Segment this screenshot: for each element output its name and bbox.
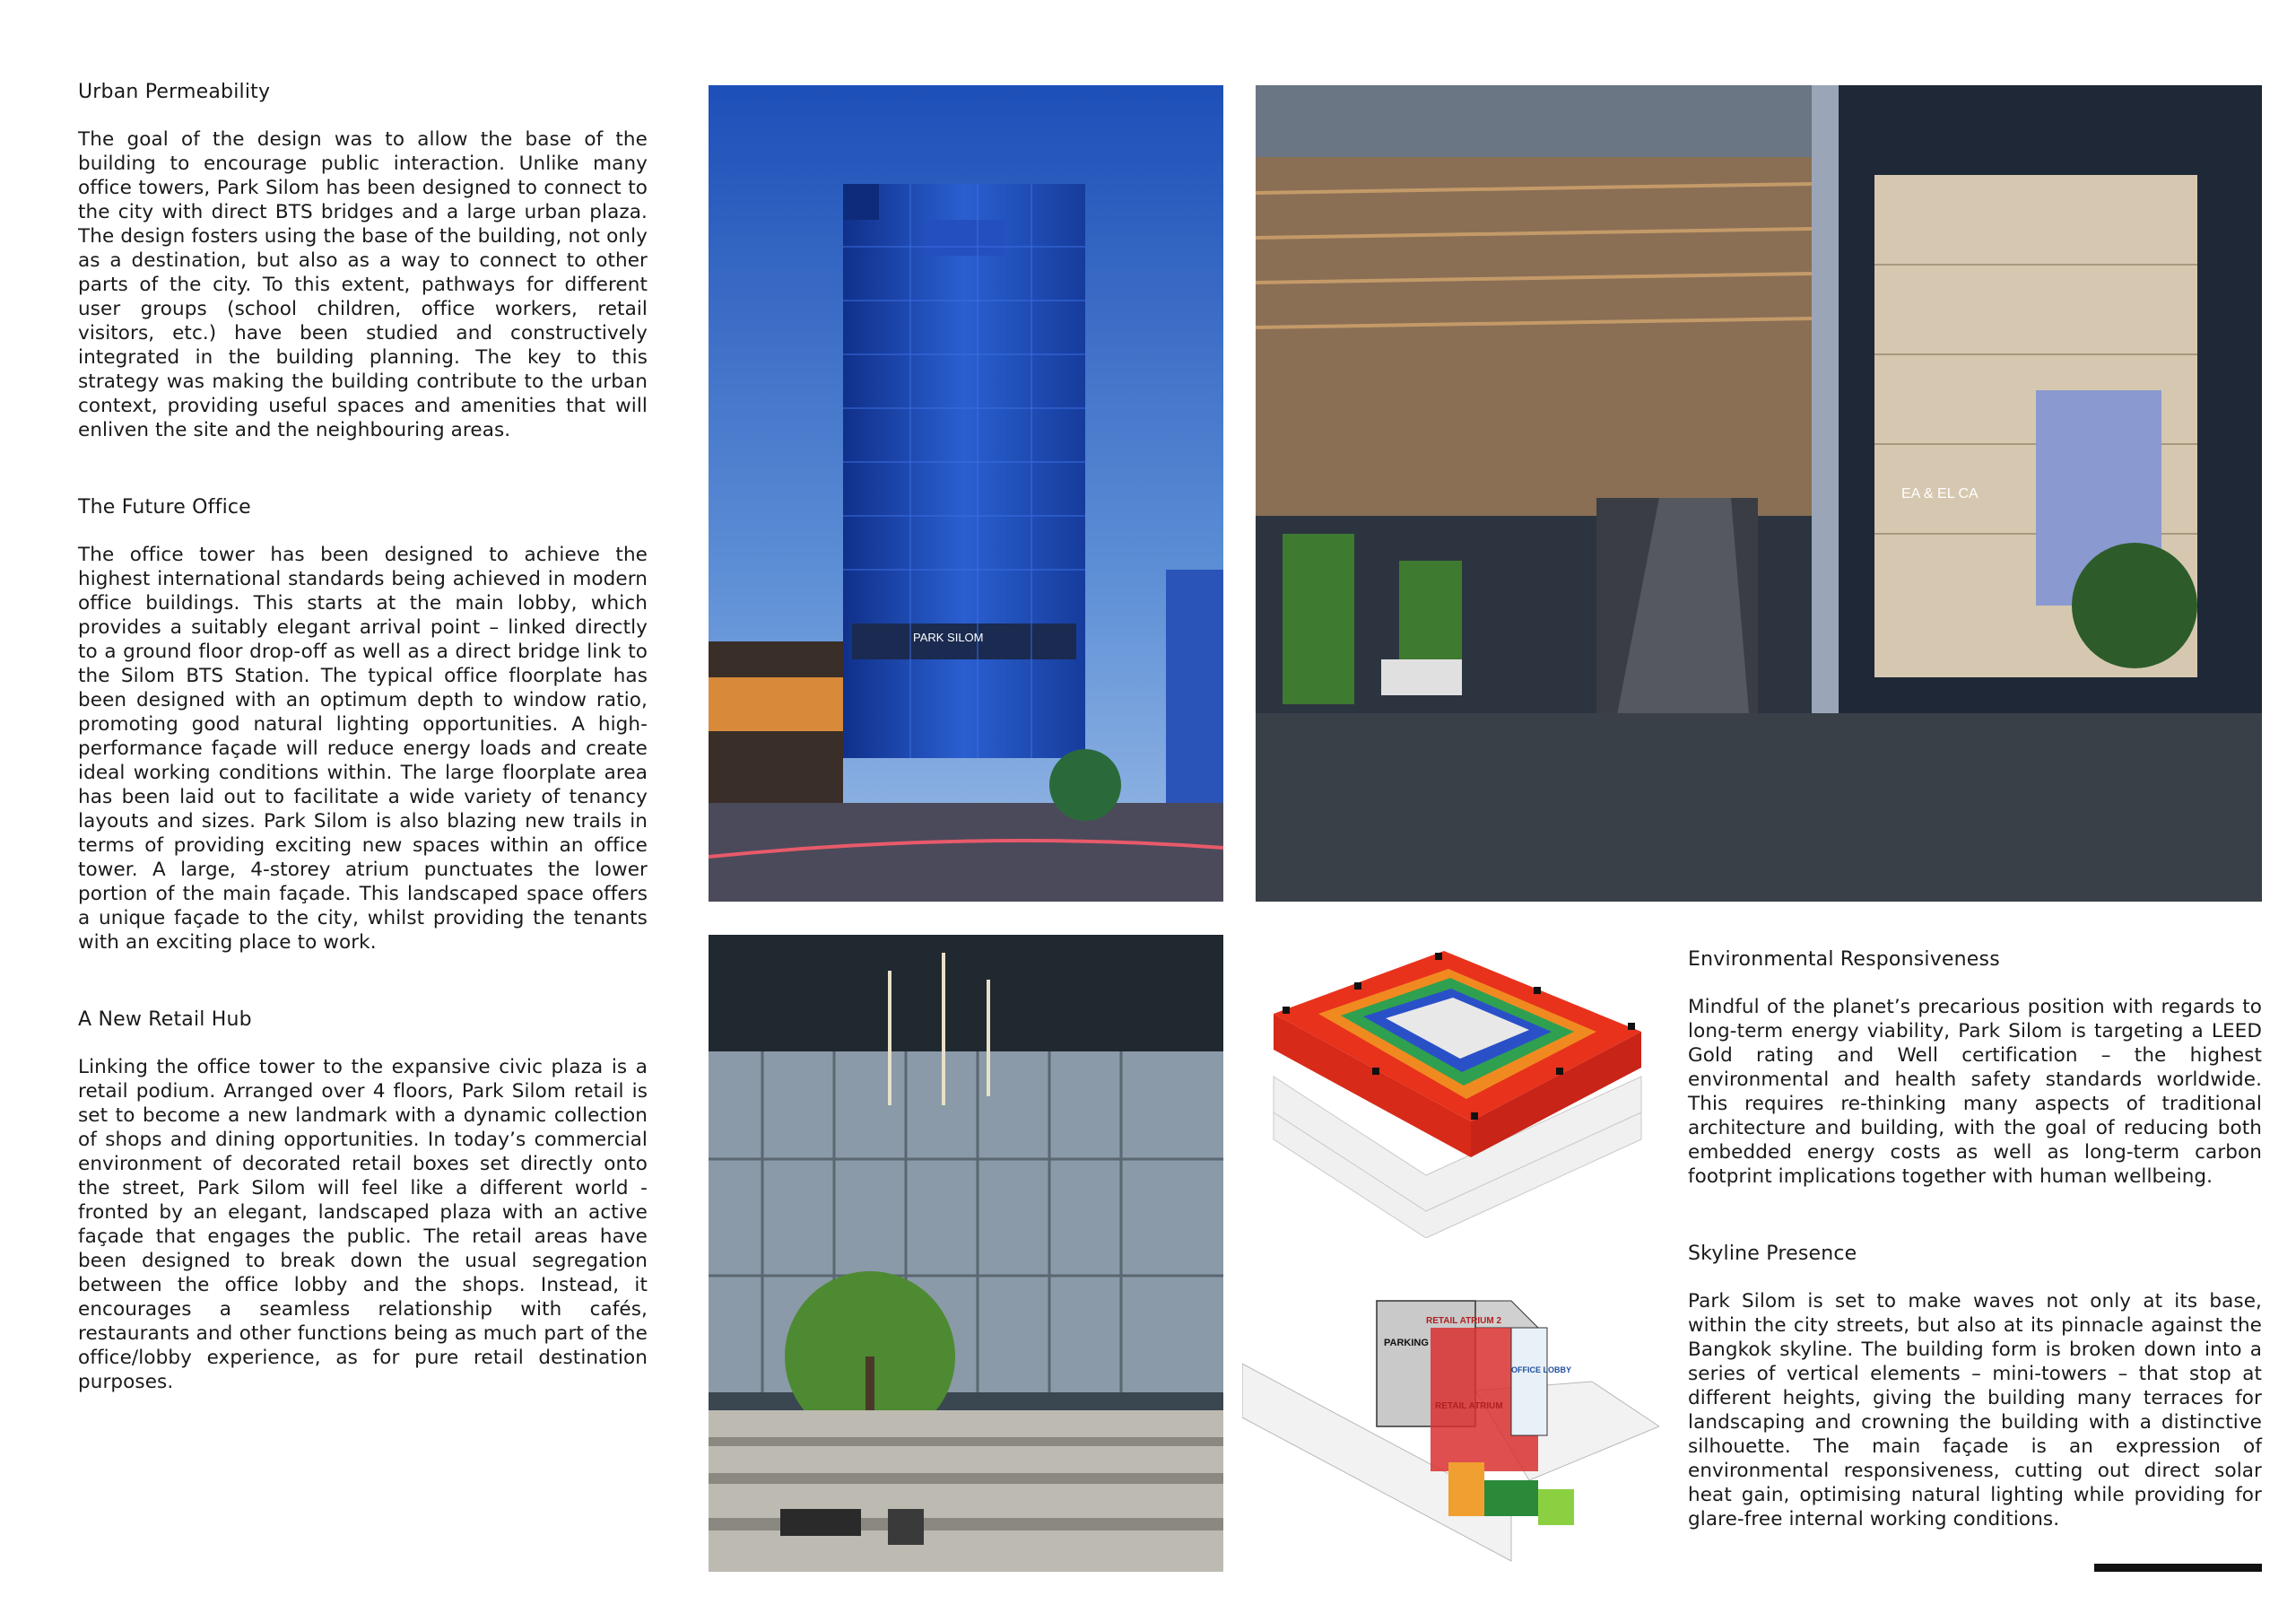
label-retail-atrium-2: RETAIL ATRIUM 2	[1426, 1316, 1502, 1326]
section-urban-permeability	[78, 79, 648, 442]
street-escalator-image	[1256, 85, 2262, 902]
label-office-lobby: OFFICE LOBBY	[1511, 1365, 1571, 1374]
atrium-interior-image	[709, 935, 1223, 1572]
section-title: A New Retail Hub	[78, 1008, 252, 1031]
end-rule	[2094, 1564, 2262, 1572]
label-retail-atrium: RETAIL ATRIUM	[1435, 1401, 1503, 1411]
section-body: Mindful of the planet’s precarious position with regards to long-term energy viability, Park Silom is targeting a LEED Gold rating and Well certification – the highest environmental and health safety standards worldwide. This requires re-thinking many aspects of traditional architecture and building, with the goal of reducing both embedded energy costs as well as long-term carbon footprint implications together with human wellbeing.	[1688, 996, 2262, 1188]
energy-heatmap-diagram	[1265, 933, 1659, 1238]
right-text-column	[1688, 946, 2262, 1583]
tower-sign: PARK SILOM	[913, 631, 984, 644]
section-body: Park Silom is set to make waves not only at its base, within the city streets, but also at its pinnacle against the Bangkok skyline. The building form is broken down into a series of vertical elements – mini-towers – that stop at different heights, giving the building many terraces for landscaping and crowning the building with a distinctive silhouette. The main façade is an expression of environmental responsiveness, cutting out direct solar heat gain, optimising natural lighting while providing for glare-free internal working conditions.	[1688, 1290, 2262, 1530]
section-title: Urban Permeability	[78, 81, 271, 103]
massing-diagram	[1242, 1274, 1659, 1565]
section-body: The goal of the design was to allow the base of the building to encourage public interaction. Unlike many office towers, Park Silom has been designed to connect to the city with direct BTS bridges and a large urban plaza. The design fosters using the base of the building, not only as a destination, but also as a way to connect to other parts of the city. To this extent, pathways for different user groups (school children, office workers, retail visitors, etc.) have been studied and constructively integrated in the building planning. The key to this strategy was making the building contribute to the urban context, providing useful spaces and amenities that will enliven the site and the neighbouring areas.	[78, 128, 648, 441]
section-body: Linking the office tower to the expansive civic plaza is a retail podium. Arranged over 4 floors, Park Silom retail is set to become a new landmark with a dynamic collection of shops and dining opportunities. In today’s commercial environment of decorated retail boxes set directly onto the street, Park Silom will feel like a different world - fronted by an elegant, landscaped plaza with an active façade that engages the public. The retail areas have been designed to break down the usual segregation between the office lobby and the shops. Instead, it encourages a seamless relationship with cafés, restaurants and other functions being as much part of the office/lobby experience, as for pure retail destination purposes.	[78, 1056, 648, 1393]
section-skyline-presence	[1688, 1241, 2262, 1531]
section-title: Environmental Responsiveness	[1688, 948, 2000, 971]
section-future-office	[78, 494, 648, 955]
section-retail-hub	[78, 1007, 648, 1394]
section-title: The Future Office	[78, 496, 251, 519]
store-sign: EA & EL CA	[1901, 486, 1979, 501]
tower-exterior-image	[709, 85, 1223, 902]
section-environmental-responsiveness	[1688, 946, 2262, 1189]
section-body: The office tower has been designed to achieve the highest international standards being achieved in modern office buildings. This starts at the main lobby, which provides a suitably elegant arrival point – linked directly to a ground floor drop-off as well as a direct bridge link to the Silom BTS Station. The typical office floorplate has been designed with an optimum depth to window ratio, promoting good natural lighting opportunities. A high-performance façade will reduce energy loads and create ideal working conditions within. The large floorplate area has been laid out to facilitate a wide variety of tenancy layouts and sizes. Park Silom is also blazing new trails in terms of providing exciting new spaces within an office tower. A large, 4-storey atrium punctuates the lower portion of the main façade. This landscaped space offers a unique façade to the city, whilst providing the tenants with an exciting place to work.	[78, 544, 648, 954]
label-parking: PARKING	[1384, 1338, 1429, 1348]
left-text-column	[78, 79, 648, 1446]
section-title: Skyline Presence	[1688, 1243, 1857, 1265]
